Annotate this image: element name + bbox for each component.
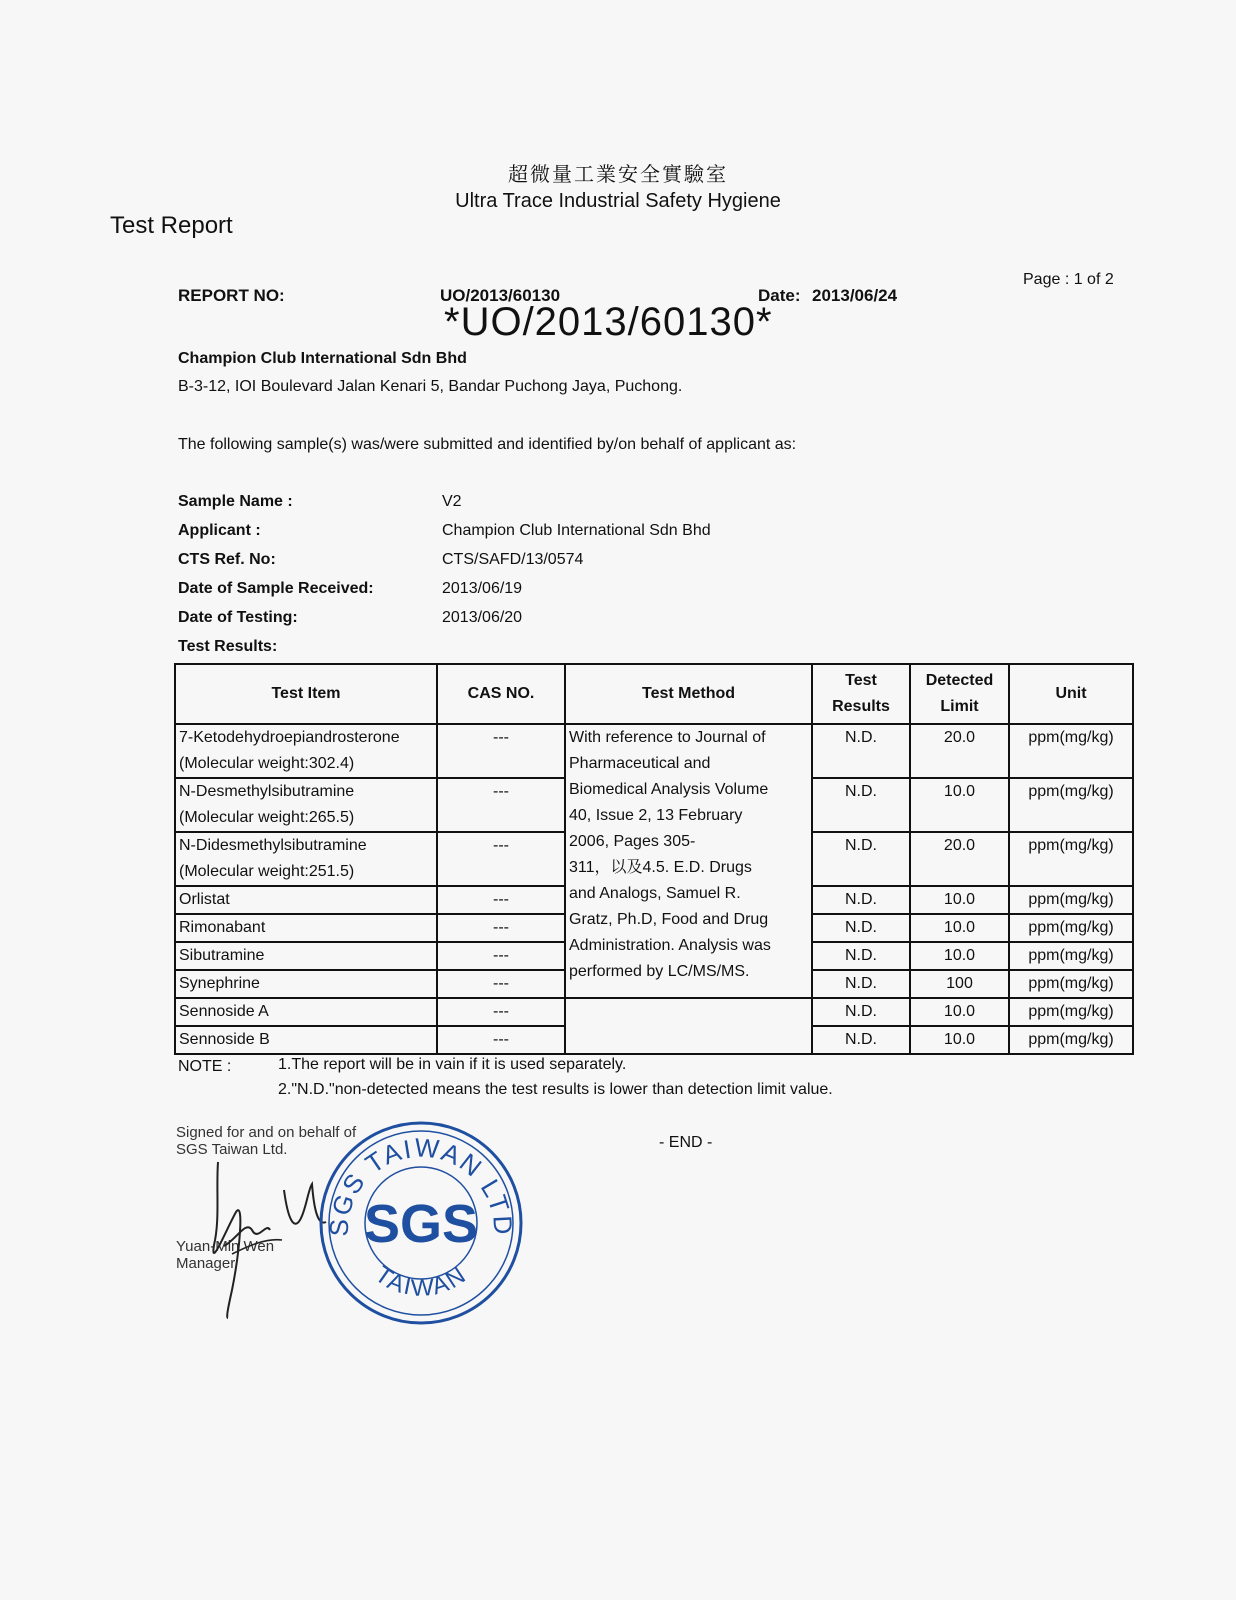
col-header-detected-limit: [910, 664, 1009, 724]
method-line: With reference to Journal of: [569, 729, 766, 746]
client-name: Champion Club International Sdn Bhd: [178, 350, 467, 367]
stamp-bottom-text: TAIWAN: [370, 1260, 472, 1302]
note-item: 1.The report will be in vain if it is used separately.: [278, 1056, 627, 1073]
cell-limit: 10.0: [910, 778, 1009, 832]
info-value: 2013/06/20: [442, 609, 523, 626]
cell-cas-no: ---: [437, 998, 565, 1026]
item-molecular-weight: (Molecular weight:251.5): [179, 863, 355, 880]
cell-result: N.D.: [812, 1026, 910, 1054]
method-line: 2006, Pages 305-: [569, 833, 696, 850]
cell-test-item: Sibutramine: [175, 942, 437, 970]
item-molecular-weight: (Molecular weight:302.4): [179, 755, 355, 772]
stamp-center-text: SGS: [363, 1194, 479, 1254]
table-row: [175, 724, 1133, 778]
cell-cas-no: ---: [437, 1026, 565, 1054]
col-header-cas-no: CAS NO.: [437, 664, 565, 724]
cell-unit: ppm(mg/kg): [1009, 970, 1133, 998]
method-line: Gratz, Ph.D, Food and Drug: [569, 911, 769, 928]
cell-result: N.D.: [812, 778, 910, 832]
test-results-table: [174, 663, 1134, 1055]
cell-result: N.D.: [812, 724, 910, 778]
page-indicator: Page : 1 of 2: [1023, 271, 1114, 288]
cell-cas-no: ---: [437, 942, 565, 970]
cell-limit: 10.0: [910, 998, 1009, 1026]
lab-name-english: Ultra Trace Industrial Safety Hygiene: [455, 190, 781, 212]
cell-result: N.D.: [812, 886, 910, 914]
header-line: Limit: [940, 698, 979, 715]
cell-cas-no: ---: [437, 778, 565, 832]
cell-test-item: Orlistat: [175, 886, 437, 914]
cell-unit: ppm(mg/kg): [1009, 778, 1133, 832]
barcode-text: *UO/2013/60130*: [444, 300, 773, 344]
cell-unit: ppm(mg/kg): [1009, 942, 1133, 970]
col-header-test-item: Test Item: [175, 664, 437, 724]
test-results-label: Test Results:: [178, 638, 278, 655]
table-row: [175, 998, 1133, 1026]
info-label: Date of Testing:: [178, 609, 298, 626]
cell-result: N.D.: [812, 970, 910, 998]
signer-name: Yuan-Min Wen: [176, 1238, 275, 1255]
cell-unit: ppm(mg/kg): [1009, 914, 1133, 942]
cell-unit: ppm(mg/kg): [1009, 724, 1133, 778]
end-marker: - END -: [659, 1134, 713, 1151]
note-label: NOTE :: [178, 1058, 232, 1075]
info-label: Applicant :: [178, 522, 261, 539]
info-value: CTS/SAFD/13/0574: [442, 551, 584, 568]
signer-title: Manager: [176, 1255, 236, 1272]
cell-test-method: [565, 724, 812, 998]
cell-test-item: [175, 724, 437, 778]
method-line: 311，以及4.5. E.D. Drugs: [569, 859, 752, 876]
method-line: 40, Issue 2, 13 February: [569, 807, 743, 824]
report-date-label: Date:: [758, 286, 801, 305]
info-value: 2013/06/19: [442, 580, 523, 597]
cell-test-method-continued: [565, 998, 812, 1054]
sgs-taiwan-stamp: [318, 1120, 524, 1326]
note-item: 2."N.D."non-detected means the test results is lower than detection limit value.: [278, 1081, 833, 1098]
cell-unit: ppm(mg/kg): [1009, 998, 1133, 1026]
intro-text: The following sample(s) was/were submitted and identified by/on behalf of applicant as:: [178, 436, 797, 453]
col-header-test-results: [812, 664, 910, 724]
handwritten-signature: [196, 1150, 336, 1320]
stamp-top-text: SGS TAIWAN LTD: [323, 1132, 519, 1238]
method-line: and Analogs, Samuel R.: [569, 885, 741, 902]
header-line: Test: [845, 672, 877, 689]
document-title: Test Report: [110, 212, 233, 239]
cell-cas-no: ---: [437, 832, 565, 886]
cell-test-item: Rimonabant: [175, 914, 437, 942]
cell-result: N.D.: [812, 998, 910, 1026]
signed-line: Signed for and on behalf of: [176, 1124, 357, 1141]
cell-test-item: Synephrine: [175, 970, 437, 998]
cell-test-item: Sennoside A: [175, 998, 437, 1026]
item-molecular-weight: (Molecular weight:265.5): [179, 809, 355, 826]
cell-test-item: [175, 778, 437, 832]
cell-cas-no: ---: [437, 914, 565, 942]
info-label: Sample Name :: [178, 493, 293, 510]
cell-limit: 10.0: [910, 914, 1009, 942]
cell-cas-no: ---: [437, 724, 565, 778]
info-value: Champion Club International Sdn Bhd: [442, 522, 711, 539]
cell-limit: 10.0: [910, 886, 1009, 914]
table-header-row: [175, 664, 1133, 724]
cell-limit: 20.0: [910, 724, 1009, 778]
cell-result: N.D.: [812, 914, 910, 942]
method-line: Biomedical Analysis Volume: [569, 781, 769, 798]
cell-limit: 10.0: [910, 942, 1009, 970]
cell-limit: 20.0: [910, 832, 1009, 886]
cell-limit: 10.0: [910, 1026, 1009, 1054]
signed-line: SGS Taiwan Ltd.: [176, 1141, 288, 1158]
info-label: CTS Ref. No:: [178, 551, 276, 568]
report-no: UO/2013/60130: [440, 286, 561, 305]
cell-test-item: Sennoside B: [175, 1026, 437, 1054]
cell-unit: ppm(mg/kg): [1009, 886, 1133, 914]
item-name: N-Didesmethylsibutramine: [179, 837, 367, 854]
method-line: Pharmaceutical and: [569, 755, 711, 772]
header-line: Results: [832, 698, 890, 715]
info-value: V2: [442, 493, 462, 510]
cell-unit: ppm(mg/kg): [1009, 832, 1133, 886]
col-header-test-method: Test Method: [565, 664, 812, 724]
item-name: N-Desmethylsibutramine: [179, 783, 355, 800]
cell-limit: 100: [910, 970, 1009, 998]
method-line: performed by LC/MS/MS.: [569, 963, 750, 980]
client-address: B-3-12, IOI Boulevard Jalan Kenari 5, Bandar Puchong Jaya, Puchong.: [178, 378, 683, 395]
cell-result: N.D.: [812, 942, 910, 970]
method-line: Administration. Analysis was: [569, 937, 771, 954]
lab-name-chinese: 超微量工業安全實驗室: [508, 162, 728, 186]
item-name: 7-Ketodehydroepiandrosterone: [179, 729, 400, 746]
report-date: 2013/06/24: [812, 286, 898, 305]
report-no-label: REPORT NO:: [178, 286, 285, 305]
cell-cas-no: ---: [437, 886, 565, 914]
cell-test-item: [175, 832, 437, 886]
col-header-unit: Unit: [1009, 664, 1133, 724]
svg-text:TAIWAN: [370, 1261, 472, 1302]
header-line: Detected: [925, 672, 994, 689]
info-label: Date of Sample Received:: [178, 580, 374, 597]
cell-cas-no: ---: [437, 970, 565, 998]
cell-unit: ppm(mg/kg): [1009, 1026, 1133, 1054]
cell-result: N.D.: [812, 832, 910, 886]
